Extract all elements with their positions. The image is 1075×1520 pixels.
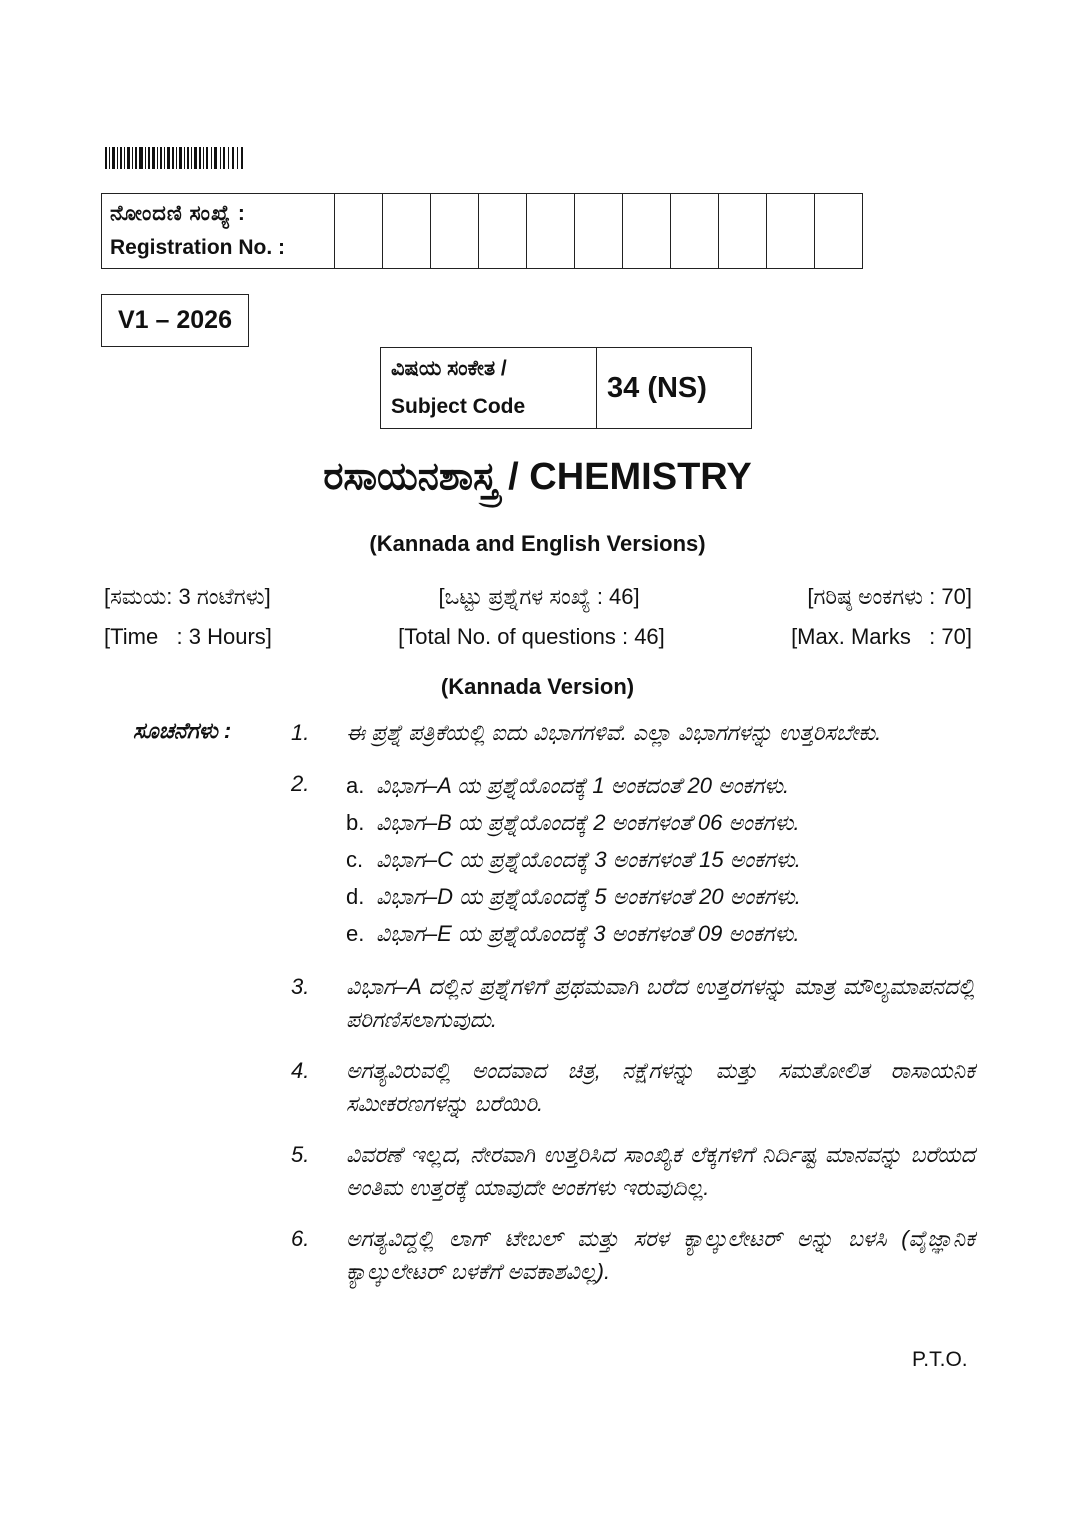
registration-number-table: [101, 193, 863, 269]
instruction-item: [285, 970, 975, 1036]
instruction-item: [285, 1138, 975, 1204]
subitem-letter: c.: [346, 847, 364, 872]
registration-digit-box[interactable]: [431, 194, 479, 269]
questions-kannada: [ಒಟ್ಟು ಪ್ರಶ್ನೆಗಳ ಸಂಖ್ಯೆ : 46]: [438, 584, 640, 609]
registration-digit-box[interactable]: [671, 194, 719, 269]
subject-label-english: Subject Code: [391, 395, 526, 418]
page-subtitle: (Kannada and English Versions): [369, 531, 706, 556]
subitem-letter: d.: [346, 884, 365, 909]
instruction-text: ವಿಭಾಗ–A ದಲ್ಲಿನ ಪ್ರಶ್ನೆಗಳಿಗೆ ಪ್ರಥಮವಾಗಿ ಬರೆದ ಉತ್ತರಗಳನ್ನು ಮಾತ್ರ ಮೌಲ್ಯಮಾಪನದಲ್ಲಿ ಪರಿಗಣಿಸಲಾಗುವುದು.: [346, 974, 975, 1032]
registration-label-english: Registration No. :: [110, 236, 286, 259]
version-heading: (Kannada Version): [440, 674, 635, 699]
subject-code-table: [380, 347, 752, 429]
time-english: [Time : 3 Hours]: [104, 624, 272, 649]
instruction-subitem: [346, 767, 975, 804]
registration-digit-box[interactable]: [527, 194, 575, 269]
instruction-number: 1.: [291, 720, 310, 745]
subject-code-value: 34 (NS): [597, 348, 752, 429]
version-code: V1 – 2026: [101, 294, 249, 347]
subitem-letter: b.: [346, 810, 365, 835]
instruction-number: 2.: [291, 771, 310, 796]
instruction-item: [285, 1222, 975, 1288]
registration-digit-box[interactable]: [719, 194, 767, 269]
instructions-list: [285, 716, 975, 1306]
instruction-text: ವಿವರಣೆ ಇಲ್ಲದ, ನೇರವಾಗಿ ಉತ್ತರಿಸಿದ ಸಾಂಖ್ಯಿಕ ಲೆಕ್ಕಗಳಿಗೆ ನಿರ್ದಿಷ್ಟ ಮಾನವನ್ನು ಬರೆಯದ ಅಂತಿಮ ಉತ್ತರಕ್ಕೆ ಯಾವುದೇ ಅಂಕಗಳು ಇರುವುದಿಲ್ಲ.: [346, 1142, 975, 1200]
instruction-subitem: [346, 878, 975, 915]
registration-digit-box[interactable]: [335, 194, 383, 269]
registration-digit-box[interactable]: [623, 194, 671, 269]
instruction-item: [285, 716, 975, 749]
instructions-label: ಸೂಚನೆಗಳು :: [133, 718, 232, 743]
instruction-number: 5.: [291, 1142, 310, 1167]
instruction-subitem: [346, 841, 975, 878]
instruction-number: 6.: [291, 1226, 310, 1251]
page-title: ರಸಾಯನಶಾಸ್ತ್ರ / CHEMISTRY: [323, 456, 752, 498]
registration-label-kannada: ನೋಂದಣಿ ಸಂಖ್ಯೆ :: [110, 202, 246, 226]
subject-label-kannada: ವಿಷಯ ಸಂಕೇತ /: [391, 357, 507, 381]
registration-digit-box[interactable]: [815, 194, 863, 269]
subitem-text: ವಿಭಾಗ–A ಯ ಪ್ರಶ್ನೆಯೊಂದಕ್ಕೆ 1 ಅಂಕದಂತೆ 20 ಅಂಕಗಳು.: [376, 773, 790, 798]
page-footer-pto: P.T.O.: [912, 1348, 968, 1371]
registration-digit-box[interactable]: [575, 194, 623, 269]
instruction-sublist: [346, 767, 975, 952]
subitem-text: ವಿಭಾಗ–B ಯ ಪ್ರಶ್ನೆಯೊಂದಕ್ಕೆ 2 ಅಂಕಗಳಂತೆ 06 ಅಂಕಗಳು.: [376, 810, 800, 835]
registration-digit-box[interactable]: [383, 194, 431, 269]
registration-digit-box[interactable]: [767, 194, 815, 269]
instruction-subitem: [346, 804, 975, 841]
instruction-number: 3.: [291, 974, 310, 999]
instruction-number: 4.: [291, 1058, 310, 1083]
instruction-text: ಅಗತ್ಯವಿರುವಲ್ಲಿ ಅಂದವಾದ ಚಿತ್ರ, ನಕ್ಷೆಗಳನ್ನು ಮತ್ತು ಸಮತೋಲಿತ ರಾಸಾಯನಿಕ ಸಮೀಕರಣಗಳನ್ನು ಬರೆಯಿರಿ.: [346, 1058, 975, 1116]
subject-code-label: [381, 348, 597, 429]
time-kannada: [ಸಮಯ: 3 ಗಂಟೆಗಳು]: [104, 584, 271, 609]
registration-digit-box[interactable]: [479, 194, 527, 269]
subitem-text: ವಿಭಾಗ–E ಯ ಪ್ರಶ್ನೆಯೊಂದಕ್ಕೆ 3 ಅಂಕಗಳಂತೆ 09 ಅಂಕಗಳು.: [376, 921, 800, 946]
marks-english: [Max. Marks : 70]: [791, 624, 972, 649]
registration-label: [102, 194, 335, 269]
instruction-item: [285, 767, 975, 952]
subitem-text: ವಿಭಾಗ–C ಯ ಪ್ರಶ್ನೆಯೊಂದಕ್ಕೆ 3 ಅಂಕಗಳಂತೆ 15 ಅಂಕಗಳು.: [376, 847, 801, 872]
subitem-letter: a.: [346, 773, 365, 798]
barcode-image: [105, 147, 245, 169]
instruction-item: [285, 1054, 975, 1120]
exam-meta-kannada: [104, 584, 972, 610]
instruction-text: ಈ ಪ್ರಶ್ನೆ ಪತ್ರಿಕೆಯಲ್ಲಿ ಐದು ವಿಭಾಗಗಳಿವೆ. ಎಲ್ಲಾ ವಿಭಾಗಗಳನ್ನು ಉತ್ತರಿಸಬೇಕು.: [346, 720, 882, 745]
exam-meta-english: [104, 624, 972, 650]
subitem-text: ವಿಭಾಗ–D ಯ ಪ್ರಶ್ನೆಯೊಂದಕ್ಕೆ 5 ಅಂಕಗಳಂತೆ 20 ಅಂಕಗಳು.: [376, 884, 801, 909]
instruction-text: ಅಗತ್ಯವಿದ್ದಲ್ಲಿ ಲಾಗ್ ಟೇಬಲ್ ಮತ್ತು ಸರಳ ಕ್ಯಾಲ್ಕುಲೇಟರ್ ಅನ್ನು ಬಳಸಿ (ವೈಜ್ಞಾನಿಕ ಕ್ಯಾಲ್ಕುಲೇಟರ್ ಬಳಕೆಗೆ ಅವಕಾಶವಿಲ್ಲ).: [346, 1226, 975, 1284]
instruction-subitem: [346, 915, 975, 952]
questions-english: [Total No. of questions : 46]: [398, 624, 665, 649]
marks-kannada: [ಗರಿಷ್ಠ ಅಂಕಗಳು : 70]: [807, 584, 972, 609]
subitem-letter: e.: [346, 921, 365, 946]
